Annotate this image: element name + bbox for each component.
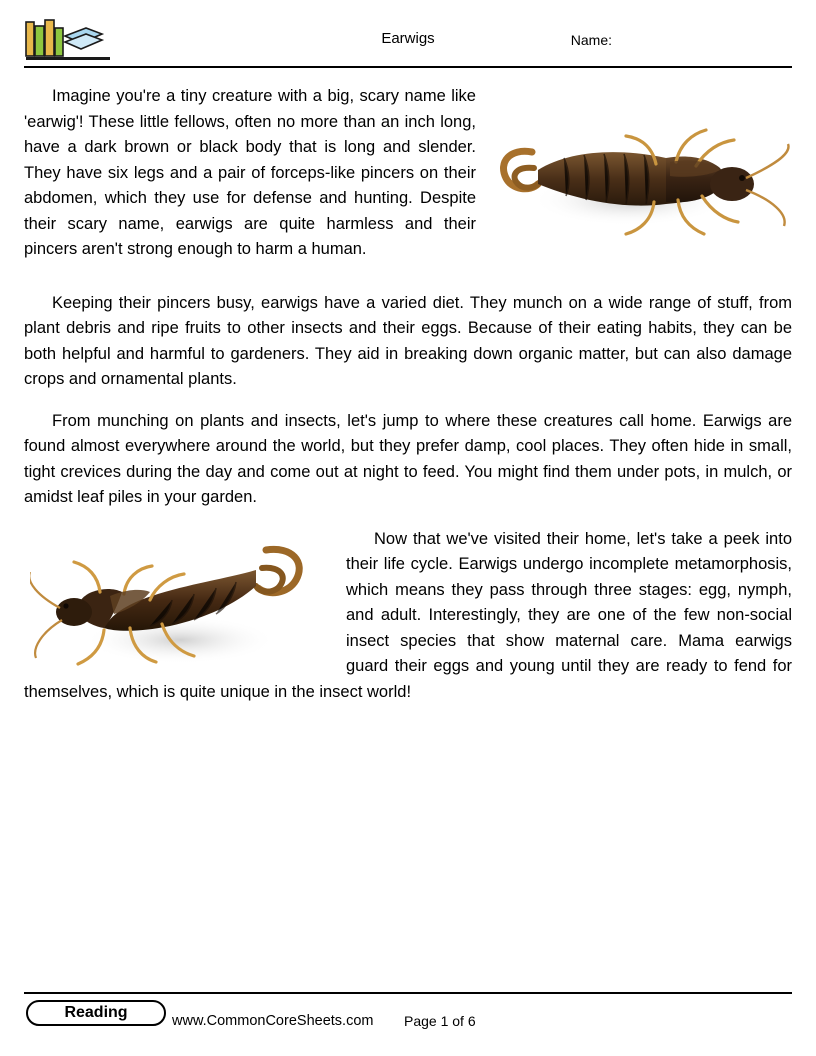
- header-divider: [24, 66, 792, 68]
- subject-badge: Reading: [26, 1000, 166, 1026]
- image-text-spacer: [24, 527, 346, 667]
- name-field-label: Name:: [570, 32, 612, 48]
- paragraph-2: Keeping their pincers busy, earwigs have a varied diet. They munch on a wide range of stuff, from plant debris and ripe fruits to other insects and their eggs. Because of their eating habits, they can be both helpful and harmful to gardeners. They aid in breaking down organic matter, but can also damage crops and ornamental plants.: [24, 293, 792, 388]
- page-header: [24, 18, 792, 66]
- paragraph-1: Imagine you're a tiny creature with a big, scary name like 'earwig'! These little fellows, often no more than an inch long, have a dark brown or black body that is long and slender. They have six legs and a pair of forceps-like pincers on their abdomen, which they use for defense and hunting. Despite their scary name, earwigs are quite harmless and their pincers aren't strong enough to harm a human.: [24, 87, 476, 258]
- paragraph-4: Now that we've visited their home, let's take a peek into their life cycle. Earwigs undergo incomplete metamorphosis, which means they pass through three stages: egg, nymph, and adult. Interestingly, they are one of the few non-social insect species that show maternal care. Mama earwigs guard their eggs and young until they are ready to fend for themselves, which is quite unique in the insect world!: [24, 527, 792, 706]
- footer-divider: [24, 992, 792, 994]
- footer-website: www.CommonCoreSheets.com: [172, 1013, 374, 1029]
- footer-page-number: Page 1 of 6: [404, 1013, 476, 1029]
- page-title: Earwigs: [381, 30, 435, 47]
- paragraph-3: From munching on plants and insects, let's jump to where these creatures call home. Earwigs are found almost everywhere around the world, but they prefer damp, cool places. They often hide in small, tight crevices during the day and come out at night to feed. You might find them under pots, in mulch, or amidst leaf piles in your garden.: [24, 411, 792, 506]
- article-body: [24, 84, 792, 705]
